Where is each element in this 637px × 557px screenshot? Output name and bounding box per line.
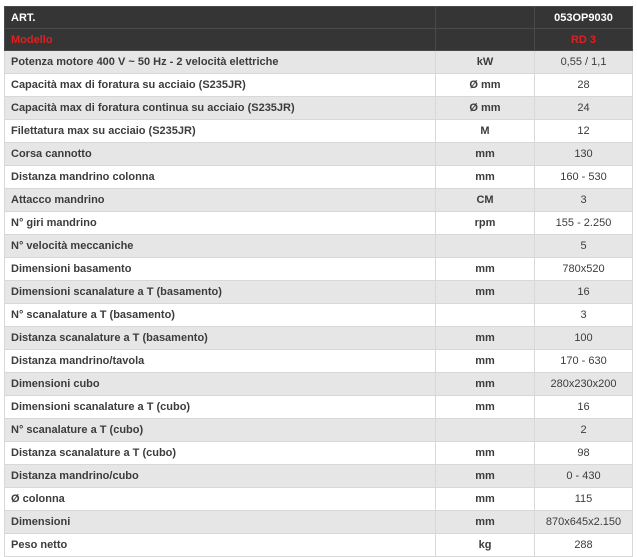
- spec-unit: [436, 304, 535, 327]
- spec-row: [5, 235, 633, 258]
- spec-row: [5, 442, 633, 465]
- spec-table-container: [4, 6, 633, 557]
- spec-row: [5, 350, 633, 373]
- spec-row: [5, 258, 633, 281]
- spec-unit: CM: [436, 189, 535, 212]
- spec-value: 780x520: [535, 258, 633, 281]
- spec-unit: kW: [436, 51, 535, 74]
- spec-row: [5, 189, 633, 212]
- spec-label: Dimensioni scanalature a T (cubo): [5, 396, 436, 419]
- spec-label: N° giri mandrino: [5, 212, 436, 235]
- spec-table-body: [5, 7, 633, 557]
- art-label: ART.: [5, 7, 436, 29]
- spec-value: 2: [535, 419, 633, 442]
- spec-row: [5, 419, 633, 442]
- spec-table: [4, 6, 633, 557]
- spec-row: [5, 373, 633, 396]
- spec-value: 130: [535, 143, 633, 166]
- spec-label: Potenza motore 400 V ~ 50 Hz - 2 velocità elettriche: [5, 51, 436, 74]
- header-unit-cell: [436, 29, 535, 51]
- spec-value: 3: [535, 304, 633, 327]
- spec-label: Attacco mandrino: [5, 189, 436, 212]
- spec-label: Capacità max di foratura su acciaio (S235JR): [5, 74, 436, 97]
- spec-unit: mm: [436, 143, 535, 166]
- spec-value: 98: [535, 442, 633, 465]
- spec-row: [5, 327, 633, 350]
- spec-row: [5, 212, 633, 235]
- spec-unit: rpm: [436, 212, 535, 235]
- spec-label: Distanza mandrino/tavola: [5, 350, 436, 373]
- spec-row: [5, 143, 633, 166]
- spec-value: 870x645x2.150: [535, 511, 633, 534]
- spec-row: [5, 534, 633, 557]
- spec-unit: mm: [436, 511, 535, 534]
- spec-value: 3: [535, 189, 633, 212]
- spec-label: Peso netto: [5, 534, 436, 557]
- spec-row: [5, 465, 633, 488]
- spec-row: [5, 166, 633, 189]
- spec-value: 28: [535, 74, 633, 97]
- spec-unit: mm: [436, 258, 535, 281]
- spec-label: Distanza mandrino colonna: [5, 166, 436, 189]
- spec-label: Dimensioni cubo: [5, 373, 436, 396]
- spec-row: [5, 511, 633, 534]
- spec-label: Dimensioni: [5, 511, 436, 534]
- spec-label: Distanza scanalature a T (cubo): [5, 442, 436, 465]
- spec-value: 155 - 2.250: [535, 212, 633, 235]
- spec-value: 12: [535, 120, 633, 143]
- spec-unit: mm: [436, 350, 535, 373]
- spec-label: Distanza scanalature a T (basamento): [5, 327, 436, 350]
- spec-unit: Ø mm: [436, 74, 535, 97]
- model-label: Modello: [5, 29, 436, 51]
- spec-unit: mm: [436, 488, 535, 511]
- spec-value: 280x230x200: [535, 373, 633, 396]
- spec-value: 160 - 530: [535, 166, 633, 189]
- spec-value: 0,55 / 1,1: [535, 51, 633, 74]
- spec-label: N° velocità meccaniche: [5, 235, 436, 258]
- art-code: 053OP9030: [535, 7, 633, 29]
- spec-unit: M: [436, 120, 535, 143]
- spec-unit: mm: [436, 327, 535, 350]
- spec-label: Capacità max di foratura continua su acciaio (S235JR): [5, 97, 436, 120]
- spec-value: 288: [535, 534, 633, 557]
- spec-value: 16: [535, 396, 633, 419]
- model-value: RD 3: [535, 29, 633, 51]
- spec-row: [5, 120, 633, 143]
- spec-label: Filettatura max su acciaio (S235JR): [5, 120, 436, 143]
- spec-label: Corsa cannotto: [5, 143, 436, 166]
- spec-label: Dimensioni basamento: [5, 258, 436, 281]
- spec-value: 170 - 630: [535, 350, 633, 373]
- spec-row: [5, 97, 633, 120]
- spec-label: Dimensioni scanalature a T (basamento): [5, 281, 436, 304]
- spec-unit: mm: [436, 396, 535, 419]
- spec-unit: mm: [436, 373, 535, 396]
- spec-unit: kg: [436, 534, 535, 557]
- spec-value: 100: [535, 327, 633, 350]
- spec-unit: [436, 235, 535, 258]
- spec-unit: mm: [436, 281, 535, 304]
- spec-row: [5, 74, 633, 97]
- spec-value: 5: [535, 235, 633, 258]
- spec-label: N° scanalature a T (cubo): [5, 419, 436, 442]
- spec-value: 16: [535, 281, 633, 304]
- spec-unit: mm: [436, 166, 535, 189]
- header-row-art: [5, 7, 633, 29]
- spec-row: [5, 396, 633, 419]
- spec-label: Ø colonna: [5, 488, 436, 511]
- spec-unit: [436, 419, 535, 442]
- spec-label: N° scanalature a T (basamento): [5, 304, 436, 327]
- spec-unit: Ø mm: [436, 97, 535, 120]
- spec-row: [5, 281, 633, 304]
- header-row-model: [5, 29, 633, 51]
- spec-unit: mm: [436, 465, 535, 488]
- spec-row: [5, 51, 633, 74]
- spec-label: Distanza mandrino/cubo: [5, 465, 436, 488]
- header-unit-cell: [436, 7, 535, 29]
- spec-row: [5, 488, 633, 511]
- spec-value: 115: [535, 488, 633, 511]
- spec-unit: mm: [436, 442, 535, 465]
- spec-value: 0 - 430: [535, 465, 633, 488]
- spec-value: 24: [535, 97, 633, 120]
- spec-row: [5, 304, 633, 327]
